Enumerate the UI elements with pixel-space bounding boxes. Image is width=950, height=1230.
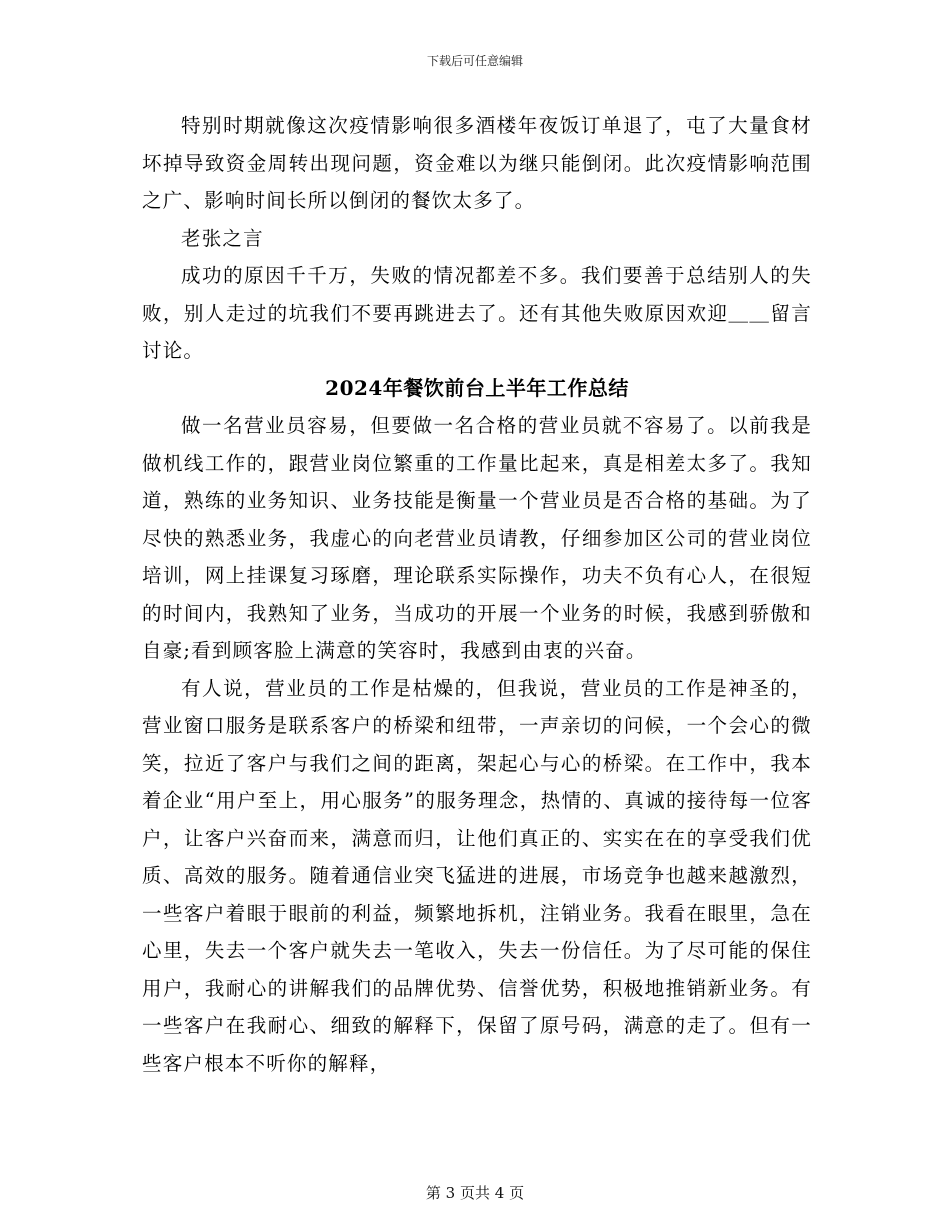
paragraph-lao-zhang: 老张之言 [181, 226, 264, 250]
document-body [142, 107, 812, 1082]
paragraph-failure-summary: 成功的原因千千万，失败的情况都差不多。我们要善于总结别人的失败，别人走过的坑我们不要再跳进去了。还有其他失败原因欢迎＿＿留言讨论。 [142, 264, 812, 362]
paragraph-epidemic: 特别时期就像这次疫情影响很多酒楼年夜饭订单退了，屯了大量食材坏掉导致资金周转出现问题，资金难以为继只能倒闭。此次疫情影响范围之广、影响时间长所以倒闭的餐饮太多了。 [142, 114, 812, 212]
section-heading: 2024年餐饮前台上半年工作总结 [325, 375, 629, 400]
paragraph-clerk-work: 有人说，营业员的工作是枯燥的，但我说，营业员的工作是神圣的，营业窗口服务是联系客户的桥梁和纽带，一声亲切的问候，一个会心的微笑，拉近了客户与我们之间的距离，架起心与心的桥梁。在工作中，我本着企业“用户至上，用心服务”的服务理念，热情的、真诚的接待每一位客户，让客户兴奋而来，满意而归，让他们真正的、实实在在的享受我们优质、高效的服务。随着通信业突飞猛进的进展，市场竞争也越来越激烈，一些客户着眼于眼前的利益，频繁地拆机，注销业务。我看在眼里，急在心里，失去一个客户就失去一笔收入，失去一份信任。为了尽可能的保住用户，我耐心的讲解我们的品牌优势、信誉优势，积极地推销新业务。有一些客户在我耐心、细致的解释下，保留了原号码，满意的走了。但有一些客户根本不听你的解释， [142, 676, 812, 1075]
page-header: 下载后可任意编辑 [426, 54, 523, 68]
paragraph-clerk-intro: 做一名营业员容易，但要做一名合格的营业员就不容易了。以前我是做机线工作的，跟营业岗位繁重的工作量比起来，真是相差太多了。我知道，熟练的业务知识、业务技能是衡量一个营业员是否合格的基础。为了尽快的熟悉业务，我虚心的向老营业员请教，仔细参加区公司的营业岗位培训，网上挂课复习琢磨，理论联系实际操作，功夫不负有心人，在很短的时间内，我熟知了业务，当成功的开展一个业务的时候，我感到骄傲和自豪;看到顾客脸上满意的笑容时，我感到由衷的兴奋。 [142, 414, 812, 662]
page-footer: 第 3 页共 4 页 [425, 1184, 525, 1202]
